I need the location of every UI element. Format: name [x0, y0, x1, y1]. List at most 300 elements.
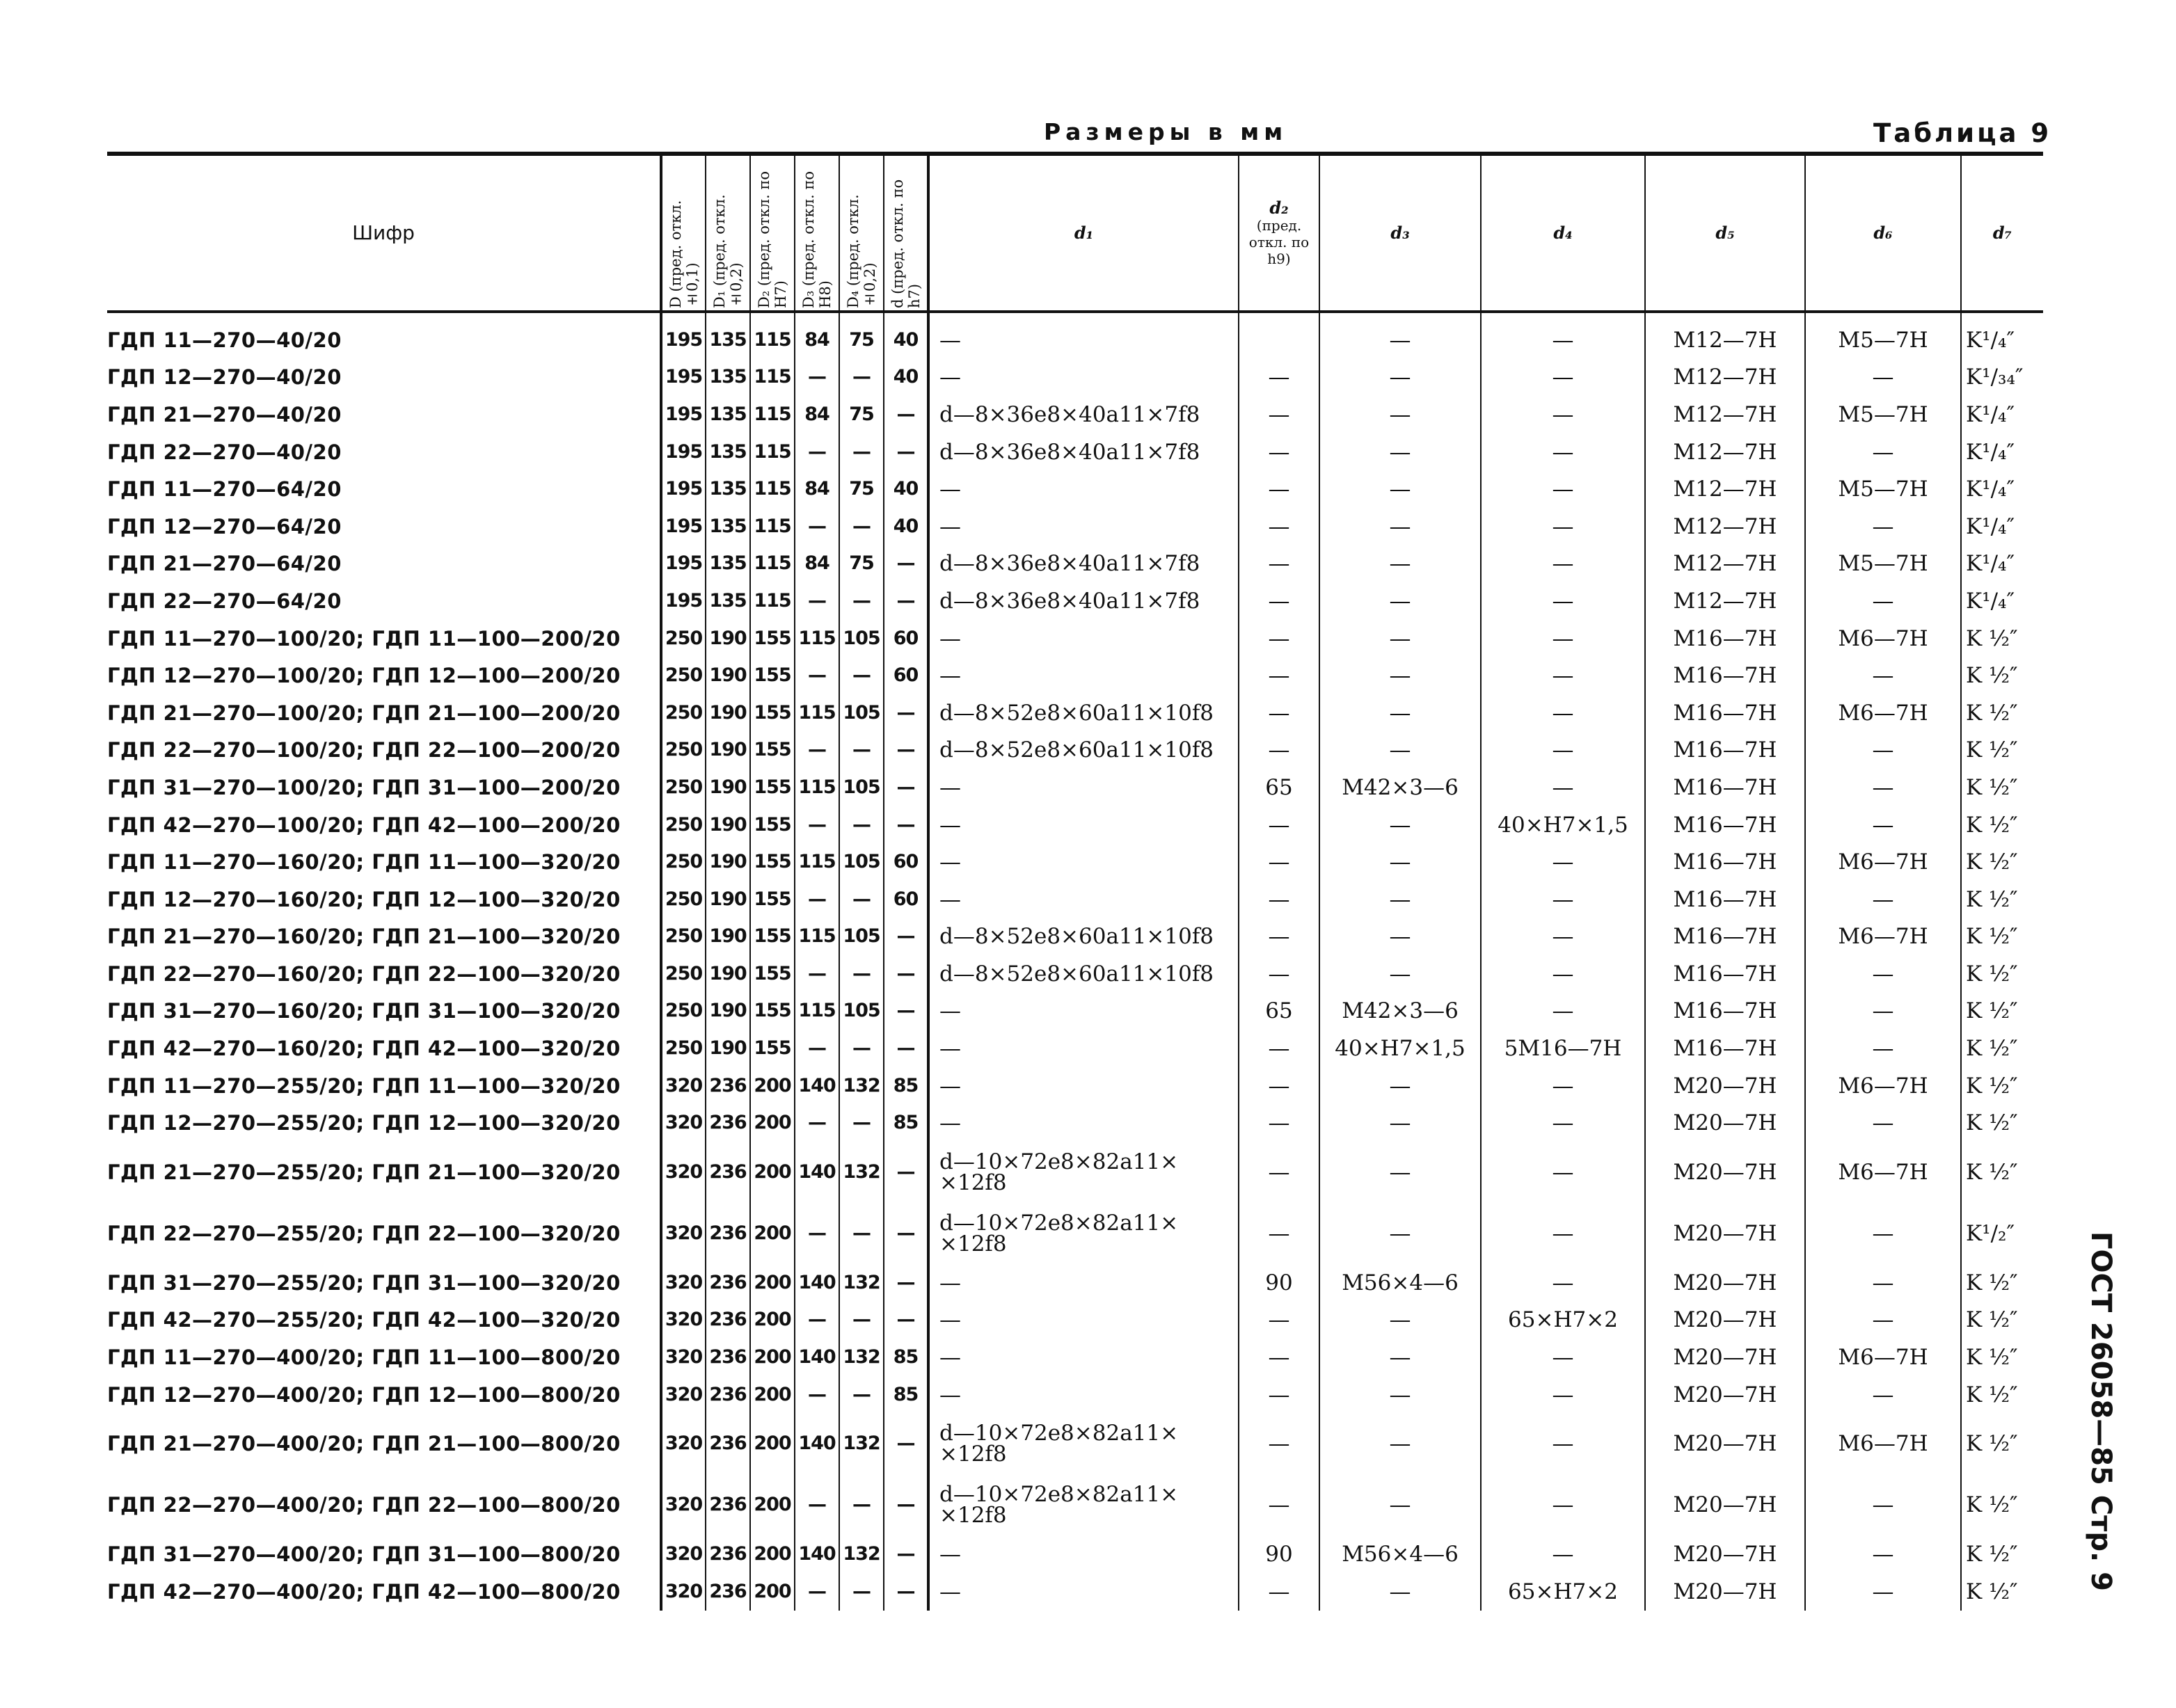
- cell-d4: —: [839, 806, 884, 844]
- dimensions-table: [107, 152, 2043, 1611]
- cell-d7: K¹/₄″: [1961, 508, 2043, 545]
- cell-d2: —: [1239, 918, 1319, 956]
- cell-d5: M20—7H: [1645, 1264, 1805, 1302]
- cell-d3: —: [795, 1030, 839, 1067]
- cell-d: 250: [661, 843, 706, 881]
- cell-d3: 84: [795, 312, 839, 359]
- cell-d3: —: [795, 806, 839, 844]
- cell-d4: —: [1481, 1104, 1645, 1142]
- cell-d4: —: [839, 359, 884, 397]
- cell-d1: d—10×72e8×82a11× ×12f8: [928, 1413, 1239, 1474]
- cell-d: 195: [661, 396, 706, 433]
- cell-d2: 200: [750, 1302, 795, 1339]
- cell-d1: —: [928, 769, 1239, 806]
- cell-d1: —: [928, 993, 1239, 1030]
- cell-d3: M56×4—6: [1319, 1264, 1481, 1302]
- cell-d2: 155: [750, 620, 795, 657]
- cell-d2: 200: [750, 1104, 795, 1142]
- table-row: [107, 1203, 2043, 1264]
- cell-d5: M12—7H: [1645, 312, 1805, 359]
- cell-d3: —: [1319, 359, 1481, 397]
- cell-d4: 132: [839, 1264, 884, 1302]
- cell-d6: —: [1805, 1535, 1961, 1573]
- cell-d: —: [884, 1302, 928, 1339]
- cell-d: 250: [661, 918, 706, 956]
- cell-d2: —: [1239, 806, 1319, 844]
- cell-d1: d—8×52e8×60a11×10f8: [928, 918, 1239, 956]
- cell-d1: 236: [706, 1264, 750, 1302]
- cell-d1: —: [928, 1339, 1239, 1376]
- cell-d4: —: [839, 1030, 884, 1067]
- cell-d2: —: [1239, 508, 1319, 545]
- cell-d5: M16—7H: [1645, 993, 1805, 1030]
- cell-d3: —: [795, 433, 839, 471]
- cell-d1: —: [928, 1376, 1239, 1414]
- table-row: [107, 881, 2043, 918]
- cell-d3: —: [795, 732, 839, 769]
- table-row: [107, 694, 2043, 732]
- col-header-D3: D₃ (пред. откл. по H8): [795, 154, 839, 312]
- cell-d6: M5—7H: [1805, 545, 1961, 583]
- cell-d: —: [884, 993, 928, 1030]
- cell-d1: —: [928, 1573, 1239, 1611]
- cell-d7: K ½″: [1961, 620, 2043, 657]
- cell-name: ГДП 11—270—255/20; ГДП 11—100—320/20: [107, 1074, 621, 1098]
- cell-d5: M12—7H: [1645, 359, 1805, 397]
- cell-d2: 115: [750, 312, 795, 359]
- cell-name: ГДП 12—270—160/20; ГДП 12—100—320/20: [107, 887, 621, 911]
- cell-d3: 140: [795, 1264, 839, 1302]
- table-row: [107, 433, 2043, 471]
- cell-d7: K ½″: [1961, 1104, 2043, 1142]
- cell-d5: M12—7H: [1645, 396, 1805, 433]
- cell-d1: 135: [706, 582, 750, 620]
- cell-d3: —: [795, 1376, 839, 1414]
- cell-d: 250: [661, 881, 706, 918]
- cell-d2: [1239, 312, 1319, 359]
- cell-d2: 155: [750, 993, 795, 1030]
- cell-d3: —: [1319, 1302, 1481, 1339]
- cell-d1: d—8×52e8×60a11×10f8: [928, 732, 1239, 769]
- cell-d7: K ½″: [1961, 1376, 2043, 1414]
- col-header-d6: d₆: [1805, 154, 1961, 312]
- cell-d3: —: [1319, 396, 1481, 433]
- cell-d4: —: [839, 508, 884, 545]
- cell-d5: M20—7H: [1645, 1203, 1805, 1264]
- cell-d7: K¹/₄″: [1961, 582, 2043, 620]
- table-row: [107, 359, 2043, 397]
- cell-d3: —: [1319, 545, 1481, 583]
- cell-d: 60: [884, 881, 928, 918]
- cell-d: 195: [661, 545, 706, 583]
- cell-d5: M20—7H: [1645, 1104, 1805, 1142]
- cell-d: 85: [884, 1376, 928, 1414]
- cell-d3: —: [1319, 918, 1481, 956]
- cell-d1: 190: [706, 620, 750, 657]
- cell-d2: 90: [1239, 1535, 1319, 1573]
- cell-name: ГДП 21—270—100/20; ГДП 21—100—200/20: [107, 701, 621, 725]
- cell-d7: K ½″: [1961, 1573, 2043, 1611]
- cell-d1: 190: [706, 657, 750, 694]
- cell-d2: —: [1239, 396, 1319, 433]
- cell-d7: K ½″: [1961, 1302, 2043, 1339]
- cell-d5: M20—7H: [1645, 1474, 1805, 1535]
- cell-d2: 155: [750, 732, 795, 769]
- cell-d2: 115: [750, 470, 795, 508]
- cell-d4: —: [1481, 582, 1645, 620]
- cell-d4: —: [1481, 312, 1645, 359]
- table-row: [107, 312, 2043, 359]
- cell-d2: —: [1239, 1203, 1319, 1264]
- cell-name: ГДП 42—270—160/20; ГДП 42—100—320/20: [107, 1037, 621, 1061]
- cell-d3: —: [1319, 694, 1481, 732]
- table-row: [107, 1474, 2043, 1535]
- cell-d: 60: [884, 620, 928, 657]
- cell-d3: —: [795, 1203, 839, 1264]
- cell-d4: —: [839, 1573, 884, 1611]
- cell-d1: —: [928, 881, 1239, 918]
- col-header-name: Шифр: [107, 154, 661, 312]
- cell-d6: M6—7H: [1805, 843, 1961, 881]
- table-row: [107, 1302, 2043, 1339]
- cell-d: 195: [661, 470, 706, 508]
- table-row: [107, 545, 2043, 583]
- cell-d3: 40×H7×1,5: [1319, 1030, 1481, 1067]
- cell-d5: M12—7H: [1645, 582, 1805, 620]
- cell-d4: 105: [839, 918, 884, 956]
- gost-page-label: ГОСТ 26058—85 Стр. 9: [2085, 1231, 2117, 1591]
- cell-name: ГДП 12—270—64/20: [107, 514, 342, 538]
- cell-d1: 236: [706, 1104, 750, 1142]
- cell-d: 85: [884, 1339, 928, 1376]
- cell-d2: 200: [750, 1413, 795, 1474]
- cell-d: 320: [661, 1067, 706, 1105]
- cell-d3: —: [1319, 1573, 1481, 1611]
- cell-d1: 236: [706, 1376, 750, 1414]
- cell-d2: 155: [750, 843, 795, 881]
- cell-d: —: [884, 955, 928, 993]
- cell-d4: —: [839, 1104, 884, 1142]
- cell-d3: —: [795, 657, 839, 694]
- cell-d7: K ½″: [1961, 1264, 2043, 1302]
- cell-d3: —: [1319, 1104, 1481, 1142]
- cell-d4: —: [839, 955, 884, 993]
- table-row: [107, 993, 2043, 1030]
- cell-d: —: [884, 918, 928, 956]
- table-row: [107, 1142, 2043, 1203]
- cell-d2: 65: [1239, 993, 1319, 1030]
- cell-d4: 105: [839, 843, 884, 881]
- cell-d4: 105: [839, 694, 884, 732]
- cell-d2: 200: [750, 1203, 795, 1264]
- cell-d3: M42×3—6: [1319, 769, 1481, 806]
- cell-d2: —: [1239, 1302, 1319, 1339]
- cell-d: —: [884, 1413, 928, 1474]
- cell-d1: —: [928, 1067, 1239, 1105]
- cell-d5: M16—7H: [1645, 657, 1805, 694]
- cell-d3: 140: [795, 1142, 839, 1203]
- cell-d1: d—10×72e8×82a11× ×12f8: [928, 1203, 1239, 1264]
- cell-d6: —: [1805, 1203, 1961, 1264]
- cell-d1: 236: [706, 1067, 750, 1105]
- cell-d: —: [884, 769, 928, 806]
- cell-name: ГДП 31—270—255/20; ГДП 31—100—320/20: [107, 1270, 621, 1295]
- cell-d2: 200: [750, 1142, 795, 1203]
- cell-d2: —: [1239, 470, 1319, 508]
- cell-d1: d—8×36e8×40a11×7f8: [928, 433, 1239, 471]
- cell-d: —: [884, 732, 928, 769]
- cell-d6: M6—7H: [1805, 1142, 1961, 1203]
- cell-d1: —: [928, 843, 1239, 881]
- cell-name: ГДП 22—270—160/20; ГДП 22—100—320/20: [107, 961, 621, 986]
- cell-d4: —: [1481, 1067, 1645, 1105]
- cell-d6: —: [1805, 806, 1961, 844]
- cell-d4: —: [1481, 1203, 1645, 1264]
- cell-d7: K ½″: [1961, 1142, 2043, 1203]
- cell-d4: —: [839, 732, 884, 769]
- cell-d4: —: [1481, 620, 1645, 657]
- cell-d7: K ½″: [1961, 732, 2043, 769]
- cell-d2: —: [1239, 1474, 1319, 1535]
- cell-d: 40: [884, 312, 928, 359]
- cell-d5: M20—7H: [1645, 1142, 1805, 1203]
- cell-d: 250: [661, 1030, 706, 1067]
- cell-name: ГДП 31—270—100/20; ГДП 31—100—200/20: [107, 775, 621, 799]
- cell-d4: 105: [839, 993, 884, 1030]
- table-row: [107, 1030, 2043, 1067]
- cell-d6: —: [1805, 881, 1961, 918]
- cell-d1: d—8×36e8×40a11×7f8: [928, 582, 1239, 620]
- cell-d1: 135: [706, 545, 750, 583]
- cell-d1: —: [928, 470, 1239, 508]
- cell-d6: —: [1805, 993, 1961, 1030]
- cell-d4: 132: [839, 1535, 884, 1573]
- cell-d7: K ½″: [1961, 1067, 2043, 1105]
- cell-name: ГДП 11—270—100/20; ГДП 11—100—200/20: [107, 626, 621, 651]
- cell-d5: M16—7H: [1645, 881, 1805, 918]
- cell-d: 250: [661, 955, 706, 993]
- cell-d6: M5—7H: [1805, 396, 1961, 433]
- cell-d3: —: [795, 955, 839, 993]
- col-header-d2: d₂ (пред. откл. по h9): [1239, 154, 1319, 312]
- cell-d3: 140: [795, 1413, 839, 1474]
- cell-d2: —: [1239, 657, 1319, 694]
- cell-d2: 200: [750, 1264, 795, 1302]
- cell-name: ГДП 21—270—400/20; ГДП 21—100—800/20: [107, 1432, 621, 1456]
- cell-d2: 155: [750, 694, 795, 732]
- cell-name: ГДП 21—270—255/20; ГДП 21—100—320/20: [107, 1160, 621, 1185]
- cell-d6: —: [1805, 1302, 1961, 1339]
- cell-d7: K ½″: [1961, 843, 2043, 881]
- cell-d4: —: [1481, 545, 1645, 583]
- cell-d3: —: [1319, 657, 1481, 694]
- col-header-d1: d₁: [928, 154, 1239, 312]
- cell-d4: —: [1481, 470, 1645, 508]
- cell-d1: 135: [706, 470, 750, 508]
- cell-name: ГДП 11—270—160/20; ГДП 11—100—320/20: [107, 850, 621, 875]
- cell-d4: —: [1481, 359, 1645, 397]
- cell-d7: K ½″: [1961, 694, 2043, 732]
- cell-d6: —: [1805, 1030, 1961, 1067]
- cell-d7: K ½″: [1961, 1339, 2043, 1376]
- cell-d4: 132: [839, 1142, 884, 1203]
- cell-d6: —: [1805, 1104, 1961, 1142]
- cell-d1: 190: [706, 769, 750, 806]
- cell-d3: —: [1319, 881, 1481, 918]
- cell-d4: —: [1481, 433, 1645, 471]
- cell-d5: M16—7H: [1645, 694, 1805, 732]
- cell-d6: —: [1805, 732, 1961, 769]
- cell-d4: —: [1481, 769, 1645, 806]
- cell-d: 320: [661, 1142, 706, 1203]
- cell-d4: —: [1481, 1535, 1645, 1573]
- cell-d3: —: [795, 582, 839, 620]
- cell-d3: —: [1319, 955, 1481, 993]
- cell-d2: —: [1239, 620, 1319, 657]
- cell-name: ГДП 11—270—40/20: [107, 328, 342, 352]
- table-row: [107, 1067, 2043, 1105]
- cell-d1: 190: [706, 993, 750, 1030]
- cell-d3: 140: [795, 1535, 839, 1573]
- col-header-d7: d₇: [1961, 154, 2043, 312]
- cell-d2: 155: [750, 806, 795, 844]
- cell-d1: 190: [706, 732, 750, 769]
- cell-d7: K¹/₃₄″: [1961, 359, 2043, 397]
- cell-d4: 132: [839, 1413, 884, 1474]
- cell-d: 320: [661, 1376, 706, 1414]
- cell-d3: —: [1319, 1142, 1481, 1203]
- cell-d2: —: [1239, 694, 1319, 732]
- table-row: [107, 843, 2043, 881]
- table-body: [107, 312, 2043, 1611]
- cell-d1: —: [928, 508, 1239, 545]
- cell-d: 250: [661, 694, 706, 732]
- cell-name: ГДП 12—270—100/20; ГДП 12—100—200/20: [107, 664, 621, 688]
- cell-name: ГДП 22—270—100/20; ГДП 22—100—200/20: [107, 738, 621, 763]
- cell-name: ГДП 22—270—400/20; ГДП 22—100—800/20: [107, 1493, 621, 1517]
- cell-d3: —: [1319, 312, 1481, 359]
- cell-d5: M16—7H: [1645, 732, 1805, 769]
- cell-d3: —: [795, 359, 839, 397]
- cell-d: 250: [661, 620, 706, 657]
- cell-d1: d—8×36e8×40a11×7f8: [928, 396, 1239, 433]
- cell-d3: 140: [795, 1339, 839, 1376]
- cell-d3: —: [795, 1573, 839, 1611]
- cell-d1: —: [928, 359, 1239, 397]
- cell-d4: 75: [839, 312, 884, 359]
- cell-d6: —: [1805, 1573, 1961, 1611]
- cell-d1: d—10×72e8×82a11× ×12f8: [928, 1474, 1239, 1535]
- cell-d7: K¹/₄″: [1961, 433, 2043, 471]
- table-row: [107, 657, 2043, 694]
- cell-d: —: [884, 1573, 928, 1611]
- cell-d: —: [884, 433, 928, 471]
- cell-d3: 115: [795, 843, 839, 881]
- cell-d5: M20—7H: [1645, 1339, 1805, 1376]
- cell-d4: 65×H7×2: [1481, 1573, 1645, 1611]
- cell-d: —: [884, 694, 928, 732]
- cell-d4: —: [1481, 843, 1645, 881]
- cell-d3: 115: [795, 918, 839, 956]
- cell-d7: K¹/₄″: [1961, 470, 2043, 508]
- table-row: [107, 955, 2043, 993]
- cell-name: ГДП 42—270—100/20; ГДП 42—100—200/20: [107, 813, 621, 837]
- cell-d: —: [884, 396, 928, 433]
- cell-d3: —: [1319, 1339, 1481, 1376]
- cell-d3: —: [795, 881, 839, 918]
- cell-d3: —: [1319, 470, 1481, 508]
- table-row: [107, 732, 2043, 769]
- cell-d2: —: [1239, 955, 1319, 993]
- cell-d6: M5—7H: [1805, 470, 1961, 508]
- cell-d5: M16—7H: [1645, 769, 1805, 806]
- cell-d4: —: [1481, 918, 1645, 956]
- cell-d1: 135: [706, 396, 750, 433]
- cell-d4: 5M16—7H: [1481, 1030, 1645, 1067]
- cell-d2: 155: [750, 657, 795, 694]
- table-row: [107, 396, 2043, 433]
- cell-name: ГДП 42—270—400/20; ГДП 42—100—800/20: [107, 1579, 621, 1604]
- cell-d: —: [884, 1030, 928, 1067]
- cell-d7: K ½″: [1961, 1474, 2043, 1535]
- cell-name: ГДП 42—270—255/20; ГДП 42—100—320/20: [107, 1308, 621, 1332]
- cell-d1: d—8×52e8×60a11×10f8: [928, 694, 1239, 732]
- cell-name: ГДП 12—270—255/20; ГДП 12—100—320/20: [107, 1111, 621, 1135]
- cell-d2: 155: [750, 1030, 795, 1067]
- cell-d5: M20—7H: [1645, 1302, 1805, 1339]
- cell-d2: —: [1239, 433, 1319, 471]
- cell-d2: —: [1239, 1142, 1319, 1203]
- cell-d2: 200: [750, 1339, 795, 1376]
- cell-d4: —: [839, 1474, 884, 1535]
- cell-d1: 190: [706, 955, 750, 993]
- cell-d6: —: [1805, 1264, 1961, 1302]
- cell-name: ГДП 21—270—40/20: [107, 402, 342, 426]
- cell-d2: —: [1239, 582, 1319, 620]
- cell-d1: 236: [706, 1339, 750, 1376]
- cell-d2: 155: [750, 769, 795, 806]
- cell-d1: 190: [706, 1030, 750, 1067]
- cell-d2: 200: [750, 1376, 795, 1414]
- cell-d7: K¹/₄″: [1961, 312, 2043, 359]
- cell-d2: 200: [750, 1474, 795, 1535]
- cell-d6: —: [1805, 657, 1961, 694]
- cell-d3: 115: [795, 993, 839, 1030]
- cell-name: ГДП 21—270—64/20: [107, 552, 342, 576]
- cell-d5: M16—7H: [1645, 843, 1805, 881]
- cell-d2: —: [1239, 1339, 1319, 1376]
- cell-d1: 190: [706, 881, 750, 918]
- table-row: [107, 806, 2043, 844]
- table-caption: Таблица 9: [1873, 118, 2052, 148]
- cell-d: 250: [661, 657, 706, 694]
- table-row: [107, 1376, 2043, 1414]
- col-header-D2: D₂ (пред. откл. по H7): [750, 154, 795, 312]
- table-row: [107, 918, 2043, 956]
- cell-d: 195: [661, 312, 706, 359]
- cell-d: 320: [661, 1535, 706, 1573]
- cell-d1: 236: [706, 1203, 750, 1264]
- cell-d1: d—8×36e8×40a11×7f8: [928, 545, 1239, 583]
- cell-d6: M6—7H: [1805, 1339, 1961, 1376]
- cell-d2: 115: [750, 582, 795, 620]
- cell-name: ГДП 31—270—400/20; ГДП 31—100—800/20: [107, 1542, 621, 1567]
- cell-d4: —: [1481, 508, 1645, 545]
- cell-d5: M12—7H: [1645, 508, 1805, 545]
- cell-d: 195: [661, 582, 706, 620]
- cell-d: 320: [661, 1302, 706, 1339]
- cell-d7: K¹/₂″: [1961, 1203, 2043, 1264]
